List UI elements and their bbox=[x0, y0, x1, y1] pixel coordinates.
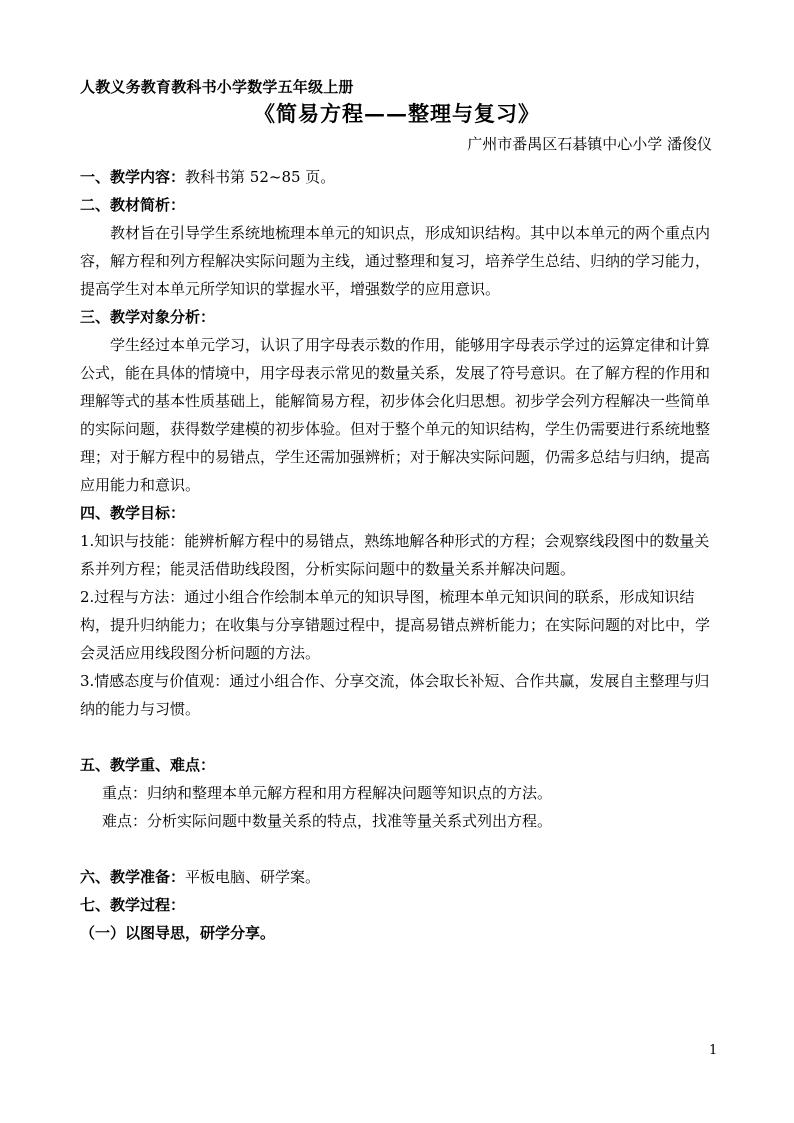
subsection-heading: （一）以图导思，研学分享。 bbox=[80, 924, 276, 942]
section-text: 平板电脑、研学案。 bbox=[185, 868, 321, 886]
section-heading: 七、教学过程： bbox=[80, 896, 186, 914]
section-text: 教科书第 52~85 页。 bbox=[185, 168, 336, 186]
document-body bbox=[80, 163, 720, 947]
section-heading: 一、教学内容： bbox=[80, 168, 186, 186]
section-teaching-content bbox=[80, 163, 720, 191]
section-heading: 二、教材简析： bbox=[80, 196, 186, 214]
section-heading: 三、教学对象分析： bbox=[80, 308, 216, 326]
section-paragraph: 学生经过本单元学习，认识了用字母表示数的作用，能够用字母表示学过的运算定律和计算公式，能在具体的情境中，用字母表示常见的数量关系，发展了符号意识。在了解方程的作用和理解等式的基本性质基础上，能解简易方程，初步体会化归思想。初步学会列方程解决一些简单的实际问题，获得数学建模的初步体验。但对于整个单元的知识结构，学生仍需要进行系统地整理；对于解方程中的易错点，学生还需加强辨析；对于解决实际问题，仍需多总结与归纳，提高应用能力和意识。 bbox=[80, 336, 711, 494]
objective-item: 2.过程与方法：通过小组合作绘制本单元的知识导图，梳理本单元知识间的联系，形成知识结构，提升归纳能力；在收集与分享错题过程中，提高易错点辨析能力；在实际问题的对比中，学会灵活应用线段图分析问题的方法。 bbox=[80, 588, 711, 662]
key-point: 重点：归纳和整理本单元解方程和用方程解决问题等知识点的方法。 bbox=[102, 784, 553, 802]
section-heading: 五、教学重、难点： bbox=[80, 756, 216, 774]
document-author: 广州市番禺区石碁镇中心小学 潘俊仪 bbox=[467, 135, 712, 153]
document-title: 《简易方程——整理与复习》 bbox=[254, 101, 540, 126]
section-preparation bbox=[80, 863, 720, 891]
section-paragraph: 教材旨在引导学生系统地梳理本单元的知识点，形成知识结构。其中以本单元的两个重点内容，解方程和列方程解决实际问题为主线，通过整理和复习，培养学生总结、归纳的学习能力，提高学生对本单元所学知识的掌握水平，增强数学的应用意识。 bbox=[80, 224, 711, 298]
objective-item: 1.知识与技能：能辨析解方程中的易错点，熟练地解各种形式的方程；会观察线段图中的数量关系并列方程；能灵活借助线段图，分析实际问题中的数量关系并解决问题。 bbox=[80, 532, 710, 578]
spacer bbox=[80, 723, 720, 751]
difficult-point: 难点：分析实际问题中数量关系的特点，找准等量关系式列出方程。 bbox=[102, 812, 553, 830]
page-number: 1 bbox=[709, 1043, 718, 1058]
document-subheader: 人教义务教育教科书小学数学五年级上册 bbox=[80, 78, 354, 96]
spacer bbox=[80, 835, 720, 863]
section-heading: 四、教学目标： bbox=[80, 504, 186, 522]
section-heading: 六、教学准备： bbox=[80, 868, 186, 886]
objective-item: 3.情感态度与价值观：通过小组合作、分享交流，体会取长补短、合作共赢，发展自主整理与归纳的能力与习惯。 bbox=[80, 672, 710, 718]
